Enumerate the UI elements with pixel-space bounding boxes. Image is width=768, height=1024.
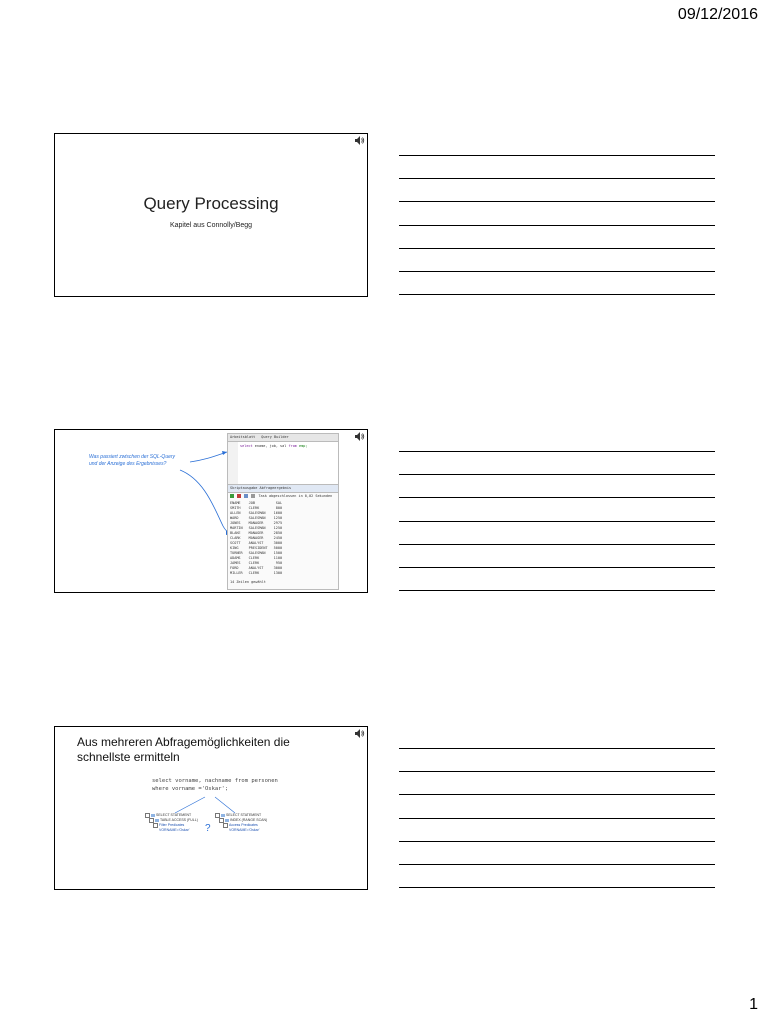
cell: SALESMAN [248,516,266,520]
print-date: 09/12/2016 [677,6,758,23]
slide-thumbnail-1[interactable] [54,133,368,297]
sql-keyword: select [240,444,253,448]
save-icon[interactable] [244,494,248,498]
annotation-line-2: und der Anzeige des Ergebnisses? [89,461,167,467]
column-header: JOB [248,501,255,505]
cell: CLERK [248,556,260,560]
note-line[interactable] [399,248,715,249]
column-header: SAL [275,501,283,505]
cell: 950 [275,561,283,565]
plan-node-label: Filter Predicates [159,823,185,827]
statement-icon [151,814,155,817]
question-mark: ? [205,823,211,834]
cell: 800 [275,506,283,510]
statement-icon [221,814,225,817]
tab-query-result[interactable]: Abfrageergebnis [259,486,292,490]
cell: JAMES [230,561,241,565]
note-line[interactable] [399,887,715,888]
sql-table: emp; [299,444,308,448]
cell: 1300 [273,571,283,575]
note-line[interactable] [399,818,715,819]
cell: ALLEN [230,511,241,515]
plan-node-label: SELECT STATEMENT [156,813,192,817]
cell: CLERK [248,561,260,565]
cell: 5000 [273,546,283,550]
execution-plan-index-scan [215,813,267,833]
plan-node-label: SELECT STATEMENT [226,813,262,817]
plan-arrows [55,727,369,891]
cell: 1250 [273,526,283,530]
cell: MARTIN [230,526,243,530]
cell: 1500 [273,551,283,555]
cell: 3000 [273,566,283,570]
notes-lines-slide-3 [399,748,715,910]
cell: CLERK [248,506,260,510]
sql-columns: ename, job, sal [254,444,287,448]
slide-title-line-2: schnellste ermitteln [77,750,180,764]
cell: 1250 [273,516,283,520]
cell: SMITH [230,506,241,510]
cell: SALESMAN [248,511,266,515]
cell: ANALYST [248,566,264,570]
result-table [230,501,288,576]
cell: CLARK [230,536,241,540]
plan-node-label: TABLE ACCESS (FULL) [160,818,198,822]
rows-selected-status: 14 Zeilen gewählt [230,580,266,584]
note-line[interactable] [399,794,715,795]
cell: MANAGER [248,536,264,540]
plan-node: VORNAME='Oskar' [229,828,260,832]
plan-node-label: Access Predicates [229,823,258,827]
note-line[interactable] [399,225,715,226]
expand-icon[interactable] [153,823,158,828]
cell: JONES [230,521,241,525]
tab-query-builder[interactable]: Query Builder [261,435,289,439]
slide-thumbnail-3[interactable] [54,726,368,890]
cell: 2450 [273,536,283,540]
cell: CLERK [248,571,260,575]
tab-script-output[interactable]: Skriptausgabe [230,486,258,490]
note-line[interactable] [399,451,715,452]
output-toolbar [228,493,338,500]
note-line[interactable] [399,771,715,772]
worksheet-tabs [228,434,338,442]
note-line[interactable] [399,201,715,202]
slide-title-line-1: Aus mehreren Abfragemöglichkeiten die [77,735,290,749]
cell: ADAMS [230,556,241,560]
speaker-icon [355,136,365,145]
note-line[interactable] [399,474,715,475]
cell: 3000 [273,541,283,545]
expand-icon[interactable] [223,823,228,828]
note-line[interactable] [399,155,715,156]
cell: MILLER [230,571,243,575]
tab-worksheet[interactable]: Arbeitsblatt [230,435,256,439]
cell: SCOTT [230,541,241,545]
cell: KING [230,546,239,550]
slide-subtitle: Kapitel aus Connolly/Begg [169,222,253,229]
note-line[interactable] [399,178,715,179]
note-line[interactable] [399,590,715,591]
note-line[interactable] [399,567,715,568]
print-icon[interactable] [251,494,255,498]
cell: 2975 [273,521,283,525]
notes-lines-slide-2 [399,451,715,613]
index-icon [225,819,229,822]
note-line[interactable] [399,294,715,295]
cell: WARD [230,516,239,520]
slide-thumbnail-2[interactable] [54,429,368,593]
cell: SALESMAN [248,526,266,530]
clear-icon[interactable] [237,494,241,498]
cell: SALESMAN [248,551,266,555]
note-line[interactable] [399,497,715,498]
execution-plan-full-scan [145,813,198,833]
sql-line-1: select vorname, nachname from personen [152,778,278,784]
cell: MANAGER [248,521,264,525]
cell: FORD [230,566,239,570]
annotation-line-1: Was passiert zwischen der SQL-Query [89,454,176,460]
cell: PRESIDENT [248,546,268,550]
sql-editor[interactable] [228,442,338,484]
cell: TURNER [230,551,243,555]
run-icon[interactable] [230,494,234,498]
column-header: ENAME [230,501,241,505]
page-number: 1 [749,996,758,1013]
cell: MANAGER [248,531,264,535]
cell: 2850 [273,531,283,535]
task-info: Task abgeschlossen in 0,02 Sekunden [258,494,333,498]
notes-lines-slide-1 [399,155,715,317]
note-line[interactable] [399,544,715,545]
note-line[interactable] [399,521,715,522]
note-line[interactable] [399,271,715,272]
slide-title: Query Processing [143,194,279,213]
output-tabbar [228,484,338,493]
sql-keyword: from [288,444,297,448]
cell: 1100 [273,556,283,560]
cell: BLAKE [230,531,241,535]
note-line[interactable] [399,864,715,865]
plan-node: VORNAME='Oskar' [159,828,190,832]
table-row [230,571,288,576]
table-icon [155,819,159,822]
sql-line-2: where vorname ='Oskar'; [152,786,229,792]
plan-node-label: INDEX (RANGE SCAN) [230,818,268,822]
note-line[interactable] [399,748,715,749]
note-line[interactable] [399,841,715,842]
cell: 1600 [273,511,283,515]
cell: ANALYST [248,541,264,545]
sql-developer-window [227,433,339,590]
